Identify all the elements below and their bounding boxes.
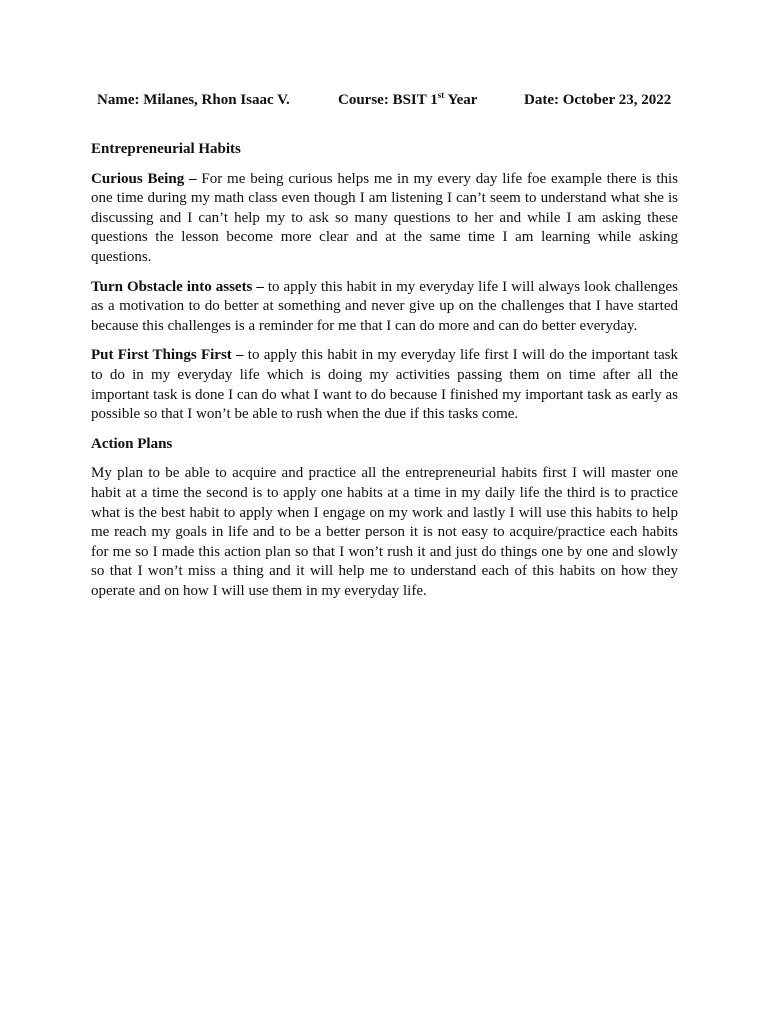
habit-paragraph-obstacle [91,278,678,337]
student-course [338,92,477,109]
course-prefix: Course: BSIT 1 [338,92,438,108]
course-suffix: Year [444,92,478,108]
course-superscript: st [437,90,445,100]
action-plans-heading: Action Plans [91,435,173,452]
action-plans-paragraph: My plan to be able to acquire and practice all the entrepreneurial habits first I will master one habit at a time the second is to apply one habits at a time in my daily life the third is to practice what is the best habit to apply when I engage on my work and lastly I will use this habits to help me reach my goals in life and to be a better person it is not easy to acquire/practice each habits for me so I made this action plan so that I won’t rush it and just do things one by one and slowly so that I won’t miss a thing and it will help me to understand each of this habits on how they operate and on how I will use them in my everyday life. [91,465,678,599]
document-body [91,140,678,611]
document-date: Date: October 23, 2022 [524,92,672,108]
habit-paragraph-first-things [91,346,678,424]
habit-label: Turn Obstacle into assets – [91,278,264,295]
habits-heading: Entrepreneurial Habits [91,141,241,157]
habit-label: Put First Things First – [91,347,244,364]
habit-text: to apply this habit in my everyday life I will always look challenges as a motivation to do better at something and never give up on the challenges that I have started because this challenges is a reminder for me that I can do more and can do better everyday. [91,278,679,334]
habit-label: Curious Being – [91,170,197,187]
student-name: Name: Milanes, Rhon Isaac V. [97,92,290,108]
habit-paragraph-curious [91,170,678,268]
habit-text: For me being curious helps me in my every day life foe example there is this one time during my math class even though I am listening I can’t seem to understand what she is discussing and I can’t help my to ask so many questions to her and while I am asking these questions the lesson become more clear and at the same time I am learning while asking questions. [91,170,678,265]
habit-text: to apply this habit in my everyday life first I will do the important task to do in my everyday life which is doing my activities passing them on time after all the important task is done I can do what I want to do because I finished my important task as early as possible so that I won’t be able to rush when the due if this tasks come. [91,347,678,423]
